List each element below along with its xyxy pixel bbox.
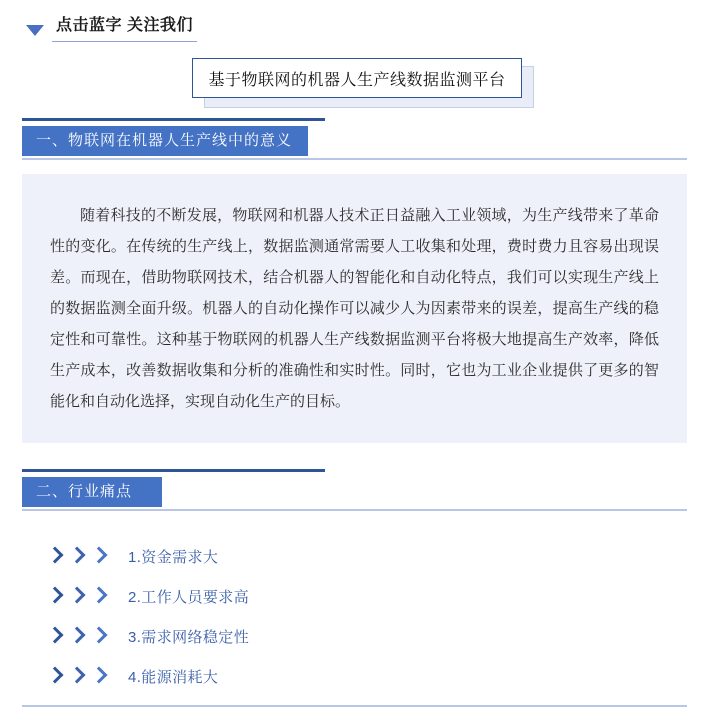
chevron-right-icon xyxy=(70,546,83,566)
list-item[interactable] xyxy=(22,539,687,573)
list-item-label: 2.工作人员要求高 xyxy=(128,588,250,606)
chevron-right-icon-group xyxy=(48,586,114,606)
follow-us-label[interactable]: 点击蓝字 关注我们 xyxy=(52,17,197,42)
chevron-right-icon xyxy=(48,626,61,646)
follow-us-row xyxy=(0,0,709,44)
pain-point-list xyxy=(22,533,687,709)
list-item[interactable] xyxy=(22,659,687,693)
chevron-right-icon xyxy=(92,666,105,686)
chevron-right-icon-group xyxy=(48,666,114,686)
section-header-1 xyxy=(22,118,687,160)
chevron-right-icon xyxy=(48,546,61,566)
triangle-down-icon xyxy=(26,25,44,36)
list-item-label: 1.资金需求大 xyxy=(128,548,219,566)
list-item-label: 4.能源消耗大 xyxy=(128,668,219,686)
section-title-1: 一、物联网在机器人生产线中的意义 xyxy=(22,126,308,156)
chevron-right-icon-group xyxy=(48,626,114,646)
chevron-right-icon xyxy=(48,586,61,606)
page-title: 基于物联网的机器人生产线数据监测平台 xyxy=(208,71,506,89)
chevron-right-icon xyxy=(48,666,61,686)
title-block xyxy=(0,56,709,118)
chevron-right-icon xyxy=(92,546,105,566)
bottom-divider xyxy=(22,705,687,707)
section-title-2: 二、行业痛点 xyxy=(22,477,162,507)
section-paragraph-1: 随着科技的不断发展，物联网和机器人技术正日益融入工业领域，为生产线带来了革命性的变化。在传统的生产线上，数据监测通常需要人工收集和处理，费时费力且容易出现误差。而现在，借助物联网技术，结合机器人的智能化和自动化特点，我们可以实现生产线上的数据监测全面升级。机器人的自动化操作可以减少人为因素带来的误差，提高生产线的稳定性和可靠性。这种基于物联网的机器人生产线数据监测平台将极大地提高生产效率，降低生产成本，改善数据收集和分析的准确性和实时性。同时，它也为工业企业提供了更多的智能化和自动化选择，实现自动化生产的目标。 xyxy=(50,207,659,410)
chevron-right-icon xyxy=(70,626,83,646)
section-topline-2 xyxy=(22,469,325,472)
list-item[interactable] xyxy=(22,579,687,613)
section-baseline-2 xyxy=(22,509,687,511)
chevron-right-icon-group xyxy=(48,546,114,566)
chevron-right-icon xyxy=(70,666,83,686)
list-item-label: 3.需求网络稳定性 xyxy=(128,628,250,646)
chevron-right-icon xyxy=(70,586,83,606)
chevron-right-icon xyxy=(92,626,105,646)
list-item[interactable] xyxy=(22,619,687,653)
section-topline-1 xyxy=(22,118,325,121)
section-header-2 xyxy=(22,469,687,511)
title-box xyxy=(192,58,522,98)
section-body-panel-1 xyxy=(22,174,687,443)
chevron-right-icon xyxy=(92,586,105,606)
section-baseline-1 xyxy=(22,158,687,160)
